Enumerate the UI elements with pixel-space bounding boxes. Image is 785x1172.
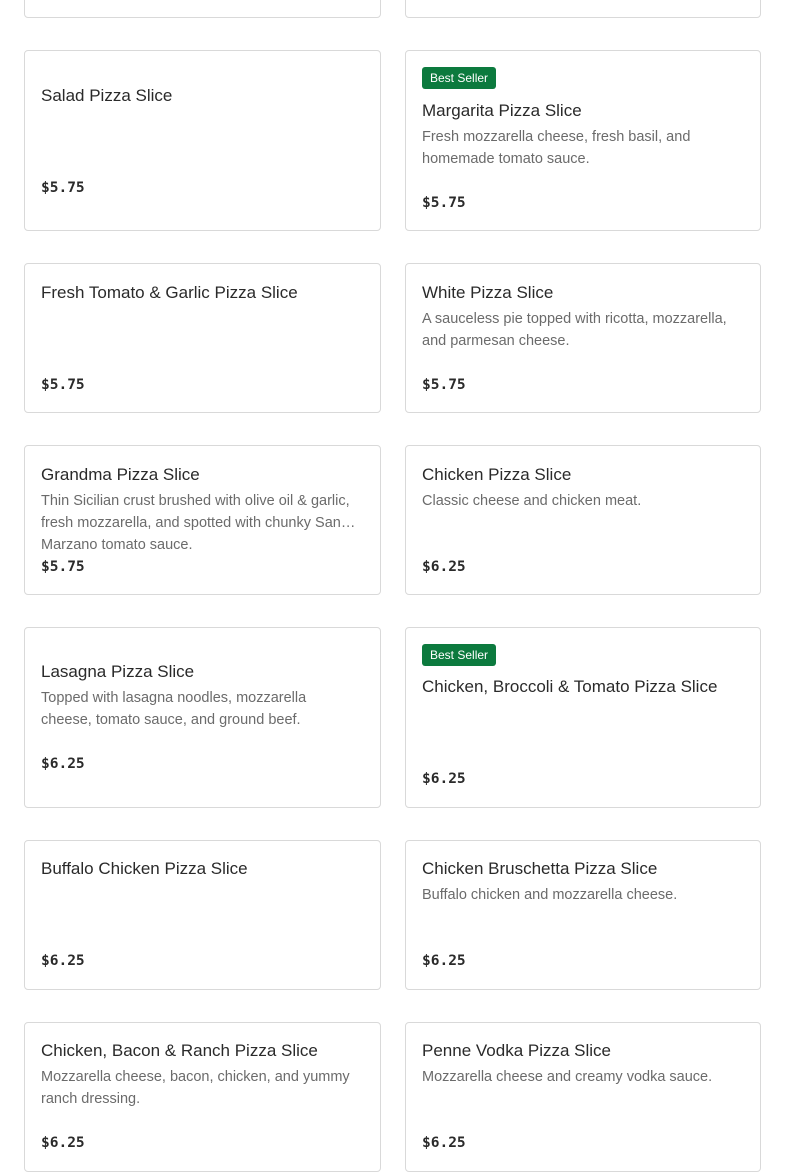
item-name: Buffalo Chicken Pizza Slice xyxy=(41,859,248,878)
menu-item-card[interactable] xyxy=(405,1022,761,1172)
item-name: Fresh Tomato & Garlic Pizza Slice xyxy=(41,283,298,302)
item-price: $6.25 xyxy=(41,1135,85,1151)
menu-item-card[interactable] xyxy=(405,50,761,231)
item-price: $6.25 xyxy=(422,559,466,575)
menu-item-card[interactable] xyxy=(405,263,761,413)
item-description: Mozzarella cheese and creamy vodka sauce. xyxy=(422,1069,713,1085)
item-price: $6.25 xyxy=(422,953,466,969)
menu-item-card[interactable] xyxy=(405,840,761,990)
menu-item-card[interactable] xyxy=(24,1022,381,1172)
item-price: $6.25 xyxy=(422,1135,466,1151)
item-name: Margarita Pizza Slice xyxy=(422,101,582,120)
item-price: $6.25 xyxy=(41,756,85,772)
item-price: $6.25 xyxy=(422,771,466,787)
item-description: Fresh mozzarella cheese, fresh basil, and homemade tomato sauce. xyxy=(422,129,691,167)
item-description: Thin Sicilian crust brushed with olive oil & garlic, fresh mozzarella, and spotted with chunky San Marzano tomato sauce. xyxy=(41,493,350,553)
item-price: $5.75 xyxy=(41,377,85,393)
item-description: Mozzarella cheese, bacon, chicken, and yummy ranch dressing. xyxy=(41,1069,350,1107)
item-name: Lasagna Pizza Slice xyxy=(41,662,195,681)
item-name: Grandma Pizza Slice xyxy=(41,465,200,484)
best-seller-badge: Best Seller xyxy=(422,644,496,666)
item-description: Buffalo chicken and mozzarella cheese. xyxy=(422,887,678,903)
best-seller-badge: Best Seller xyxy=(422,67,496,89)
item-description: A sauceless pie topped with ricotta, mozzarella, and parmesan cheese. xyxy=(422,311,727,349)
item-price: $5.75 xyxy=(41,559,85,575)
menu-item-card[interactable] xyxy=(24,627,381,808)
menu-item-card[interactable] xyxy=(24,50,381,231)
item-name: Penne Vodka Pizza Slice xyxy=(422,1041,612,1060)
item-name: Chicken, Bacon & Ranch Pizza Slice xyxy=(41,1041,318,1060)
menu-item-card-partial[interactable] xyxy=(405,0,761,18)
menu-item-card-partial[interactable] xyxy=(24,0,381,18)
menu-item-card[interactable] xyxy=(24,445,381,595)
menu-item-card[interactable] xyxy=(405,627,761,808)
item-price: $5.75 xyxy=(41,180,85,196)
menu-item-card[interactable] xyxy=(405,445,761,595)
menu-item-card[interactable] xyxy=(24,840,381,990)
menu-item-card[interactable] xyxy=(24,263,381,413)
item-description: Classic cheese and chicken meat. xyxy=(422,493,642,509)
item-price: $5.75 xyxy=(422,195,466,211)
item-name: Chicken Bruschetta Pizza Slice xyxy=(422,859,658,878)
item-name: Salad Pizza Slice xyxy=(41,86,173,105)
item-price: $6.25 xyxy=(41,953,85,969)
item-name: Chicken, Broccoli & Tomato Pizza Slice xyxy=(422,677,718,696)
item-price: $5.75 xyxy=(422,377,466,393)
item-name: White Pizza Slice xyxy=(422,283,554,302)
item-description: Topped with lasagna noodles, mozzarella cheese, tomato sauce, and ground beef. xyxy=(41,690,307,728)
item-name: Chicken Pizza Slice xyxy=(422,465,572,484)
